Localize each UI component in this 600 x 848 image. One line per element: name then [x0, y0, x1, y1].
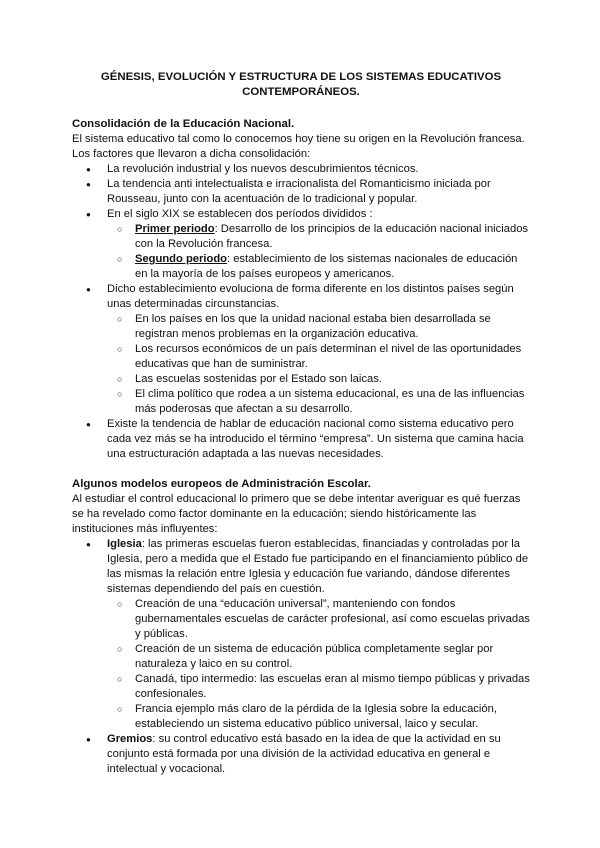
list-item — [72, 162, 530, 177]
period-label: Segundo periodo — [135, 253, 227, 265]
section-heading-consolidacion: Consolidación de la Educación Nacional. — [72, 118, 295, 130]
section-intro-modelos: Al estudiar el control educacional lo primero que se debe intentar averiguar es qué fuerzas se ha revelado como factor dominante en la educación; siendo históricamente las instituciones más influyentes: — [72, 493, 521, 535]
document-page — [72, 70, 530, 777]
document-title: GÉNESIS, EVOLUCIÓN Y ESTRUCTURA DE LOS SISTEMAS EDUCATIVOS CONTEMPORÁNEOS. — [100, 71, 502, 98]
sub-list-iglesia — [107, 597, 530, 732]
sub-list-item: ○ Los recursos económicos de un país determinan el nivel de las oportunidades educativas que han de suministrar. — [107, 342, 530, 372]
gremios-label: Gremios — [107, 733, 153, 745]
list-item-text: La tendencia anti intelectualista e irracionalista del Romanticismo iniciada por Rousseau, junto con la acentuación de lo tradicional y popular. — [107, 178, 491, 205]
section-intro-consolidacion: El sistema educativo tal como lo conocemos hoy tiene su origen en la Revolución francesa. Los factores que llevaron a dicha consolidación: — [72, 133, 525, 160]
list-item — [72, 732, 530, 777]
list-item — [72, 537, 530, 732]
list-item — [72, 177, 530, 207]
sub-list-item — [107, 222, 530, 252]
sub-list-circunstancias — [107, 312, 530, 417]
section-spacer — [72, 462, 530, 477]
iglesia-label: Iglesia — [107, 538, 142, 550]
list-item-text: La revolución industrial y los nuevos descubrimientos técnicos. — [107, 163, 419, 175]
period-text: : establecimiento de los sistemas nacionales de educación en la mayoría de los países europeos y americanos. — [135, 253, 518, 280]
list-item — [72, 417, 530, 462]
sub-list-item — [107, 252, 530, 282]
sub-list-item: ○ En los países en los que la unidad nacional estaba bien desarrollada se registran menos problemas en la organización educativa. — [107, 312, 530, 342]
sub-list-item: ○ Las escuelas sostenidas por el Estado son laicas. — [107, 372, 530, 387]
bullet-list-consolidacion — [72, 162, 530, 462]
sub-list-item: ○ Francia ejemplo más claro de la pérdida de la Iglesia sobre la educación, estableciendo un sistema educativo público universal, laico y secular. — [107, 702, 530, 732]
list-item-text: En el siglo XIX se establecen dos períodos divididos : — [107, 208, 373, 220]
bullet-list-modelos — [72, 537, 530, 777]
list-item-text: Dicho establecimiento evoluciona de forma diferente en los distintos países según unas determinadas circunstancias. — [107, 283, 514, 310]
sub-list-item: ○ Creación de un sistema de educación pública completamente seglar por naturaleza y laico en su control. — [107, 642, 530, 672]
gremios-text: : su control educativo está basado en la idea de que la actividad en su conjunto está formada por una división de la actividad educativa en general e intelectual y vocacional. — [107, 733, 501, 775]
sub-list-item: ○ Canadá, tipo intermedio: las escuelas eran al mismo tiempo públicas y privadas confesionales. — [107, 672, 530, 702]
iglesia-text: : las primeras escuelas fueron establecidas, financiadas y controladas por la Iglesia, pero a medida que el Estado fue participando en el financiamiento público de las mismas la relación entre Iglesia y educación fue variando, dándose diferentes sistemas dependiendo del país en cuestión. — [107, 538, 529, 595]
list-item — [72, 282, 530, 417]
sub-list-periodos — [107, 222, 530, 282]
list-item — [72, 207, 530, 282]
sub-list-item: ○ Creación de una “educación universal”, manteniendo con fondos gubernamentales escuelas de carácter profesional, así como escuelas privadas y públicas. — [107, 597, 530, 642]
period-label: Primer periodo — [135, 223, 215, 235]
list-item-text: Existe la tendencia de hablar de educación nacional como sistema educativo pero cada vez más se ha introducido el término “empresa”. Un sistema que camina hacia una estructuración adaptada a las nuevas necesidades. — [107, 418, 524, 460]
period-text: : Desarrollo de los principios de la educación nacional iniciados con la Revolución francesa. — [135, 223, 529, 250]
sub-list-item: ○ El clima político que rodea a un sistema educacional, es una de las influencias más poderosas que afectan a su desarrollo. — [107, 387, 530, 417]
section-heading-modelos: Algunos modelos europeos de Administración Escolar. — [72, 478, 371, 490]
